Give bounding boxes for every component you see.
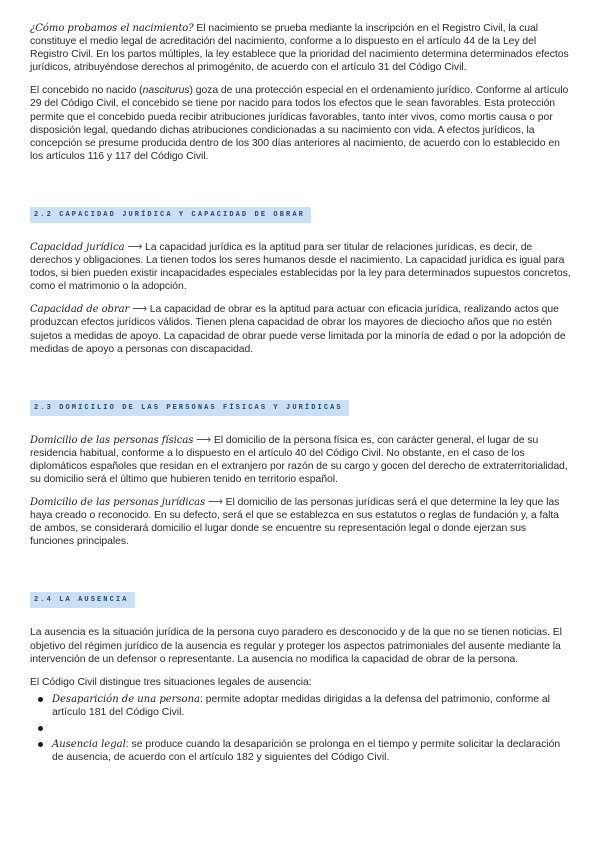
arrow-icon: ⟶	[132, 304, 147, 316]
section-heading-2-2: 2.2 CAPACIDAD JURÍDICA Y CAPACIDAD DE OBRAR	[30, 207, 311, 223]
paragraph-capacidad-juridica: Capacidad jurídica ⟶ La capacidad jurídica es la aptitud para ser titular de relaciones jurídicas, es decir, de derechos y obligaciones. La tienen todos los seres humanos desde el nacimiento. La capacidad jurídica es igual para todos, si bien pueden existir incapacidades especiales establecidas por la ley para determinados supuestos concretos, como el matrimonio o la adopción.	[30, 241, 571, 293]
list-item: Ausencia legal: se produce cuando la desaparición se prolonga en el tiempo y permite solicitar la declaración de ausencia, de acuerdo con el artículo 182 y siguientes del Código Civil.	[52, 738, 572, 764]
term-desaparicion: Desaparición de una persona	[52, 693, 200, 705]
term-domicilio-juridicas: Domicilio de las personas jurídicas	[30, 497, 206, 509]
section-heading-2-3: 2.3 DOMICILIO DE LAS PERSONAS FÍSICAS Y JURÍDICAS	[30, 400, 349, 416]
term-capacidad-obrar: Capacidad de obrar	[30, 304, 130, 316]
paragraph-situaciones: El Código Civil distingue tres situaciones legales de ausencia:	[30, 676, 312, 688]
list-item: Desaparición de una persona: permite adoptar medidas dirigidas a la defensa del patrimonio, conforme al artículo 181 del Código Civil.	[52, 693, 572, 719]
section-heading-2-4: 2.4 LA AUSENCIA	[30, 592, 135, 608]
list-item-empty	[52, 722, 572, 735]
paragraph-domicilio-fisicas: Domicilio de las personas físicas ⟶ El domicilio de la persona física es, con carácter general, el lugar de su residencia habitual, conforme a lo dispuesto en el artículo 40 del Código Civil. No obstante, en el caso de los diplomáticos españoles que residan en el extranjero por razón de su cargo y gocen del derecho de extraterritorialidad, su domicilio será el último que hubieren tenido en territorio español.	[30, 434, 568, 485]
term-nasciturus: nasciturus	[142, 85, 190, 97]
ausencia-list	[30, 693, 572, 764]
arrow-icon: ⟶	[207, 497, 223, 509]
paragraph-nacimiento: ¿Cómo probamos el nacimiento? El nacimiento se prueba mediante la inscripción en el Registro Civil, la cual constituye el medio legal de acreditación del nacimiento, conforme a lo dispuesto en el artículo 44 de la Ley del Registro Civil. En los partos múltiples, la ley establece que la prioridad del nacimiento determina determinados efectos jurídicos, atribuyéndose derechos al primogénito, de acuerdo con el artículo 31 del Código Civil.	[30, 23, 569, 74]
term-domicilio-fisicas: Domicilio de las personas físicas	[30, 434, 194, 446]
term-capacidad-juridica: Capacidad jurídica	[30, 241, 125, 253]
paragraph-domicilio-juridicas: Domicilio de las personas jurídicas ⟶ El domicilio de las personas jurídicas será el que determine la ley que las haya creado o reconocido. En su defecto, será el que se establezca en sus estatutos o reglas de fundación y, a falta de ambos, se considerará domicilio el lugar donde se encuentre su representación legal o donde ejerzan sus funciones principales.	[30, 497, 560, 548]
term-como-probamos: ¿Cómo probamos el nacimiento?	[30, 23, 194, 34]
arrow-icon: ⟶	[196, 434, 212, 446]
term-ausencia-legal: Ausencia legal	[52, 739, 126, 750]
paragraph-nasciturus: El concebido no nacido (nasciturus) goza de una protección especial en el ordenamiento jurídico. Conforme al artículo 29 del Código Civil, el concebido se tiene por nacido para todos los efectos que le sean favorables. Esta protección permite que el concebido pueda recibir atribuciones jurídicas favorables, tanto inter vivos, como mortis causa o por disposición legal, quedando dichas atribuciones condicionadas a su nacimiento con vida. A efectos jurídicos, la concepción se presume producida dentro de los 300 días anteriores al nacimiento, de acuerdo con lo establecido en los artículos 116 y 117 del Código Civil.	[30, 85, 569, 162]
paragraph-ausencia: La ausencia es la situación jurídica de la persona cuyo paradero es desconocido y de la que no se tienen noticias. El objetivo del régimen jurídico de la ausencia es regular y proteger los aspectos patrimoniales del ausente mediante la intervención de un defensor o representante. La ausencia no modifica la capacidad de obrar de la persona.	[30, 627, 562, 665]
paragraph-capacidad-obrar: Capacidad de obrar ⟶ La capacidad de obrar es la aptitud para actuar con eficacia jurídica, realizando actos que produzcan efectos jurídicos válidos. Tienen plena capacidad de obrar los mayores de dieciocho años que no estén sujetos a medidas de apoyo. La capacidad de obrar puede verse limitada por la minoría de edad o por la adopción de medidas de apoyo a personas con discapacidad.	[30, 304, 566, 355]
arrow-icon: ⟶	[127, 241, 143, 253]
